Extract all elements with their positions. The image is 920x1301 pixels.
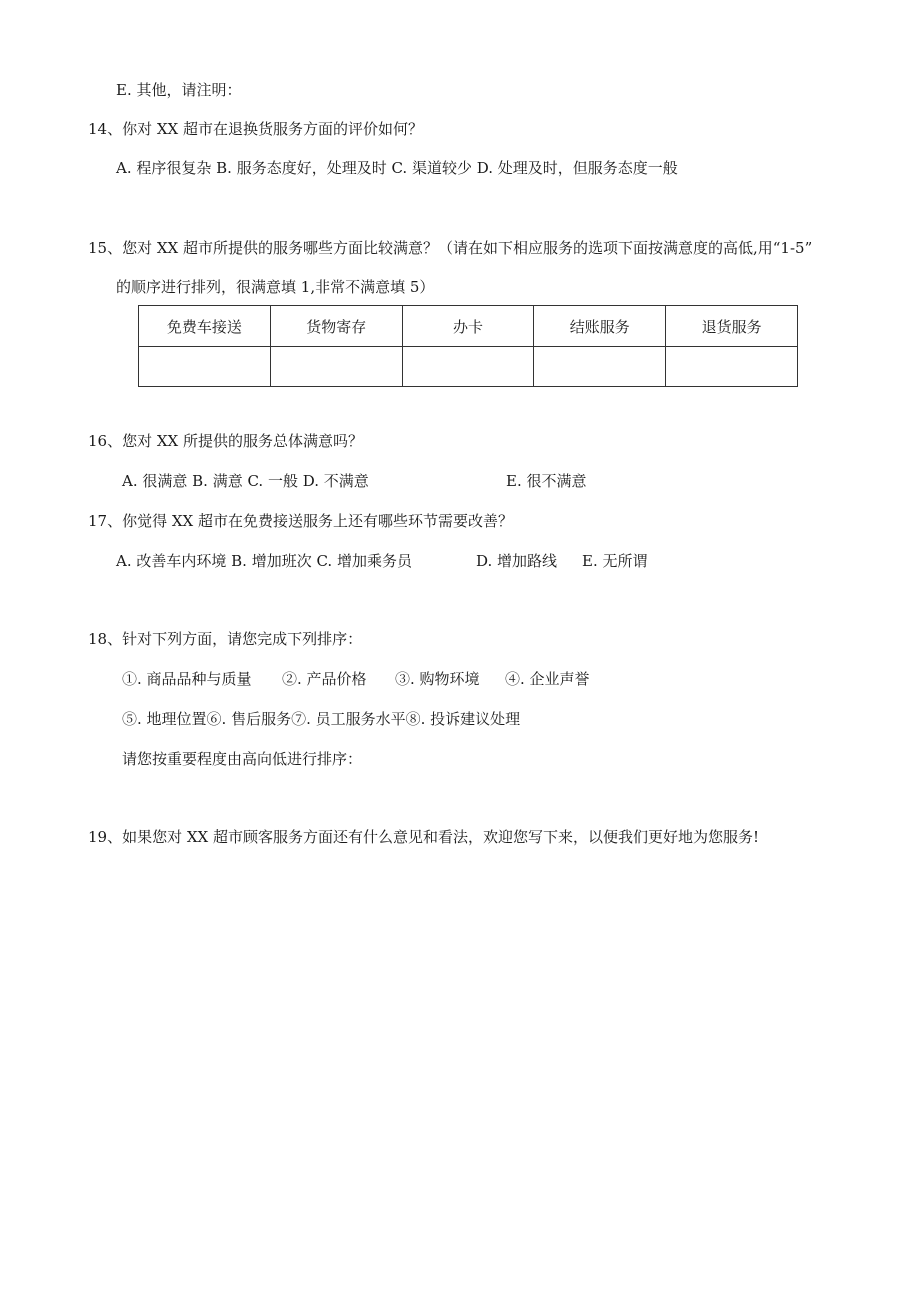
q17-option-e: E. 无所谓: [582, 552, 648, 570]
q19-question: 19、如果您对 XX 超市顾客服务方面还有什么意见和看法，欢迎您写下来，以便我们更好地为您服务!: [88, 828, 760, 846]
q18-item-4: ④. 企业声誉: [505, 670, 590, 688]
q15-header-card: 办卡: [402, 306, 534, 347]
q15-question-line2: 的顺序进行排列，很满意填 1,非常不满意填 5）: [116, 278, 435, 296]
q15-answer-return[interactable]: [666, 347, 798, 387]
q18-item-1: ①. 商品品种与质量: [122, 670, 252, 688]
q15-header-return: 退货服务: [666, 306, 798, 347]
q16-option-e: E. 很不满意: [506, 472, 587, 490]
q14-options: A. 程序很复杂 B. 服务态度好，处理及时 C. 渠道较少 D. 处理及时，但服务态度一般: [116, 159, 678, 177]
q15-answer-checkout[interactable]: [534, 347, 666, 387]
q18-question: 18、针对下列方面，请您完成下列排序：: [88, 630, 363, 648]
q18-instruction: 请您按重要程度由高向低进行排序：: [122, 750, 363, 768]
q13-option-e: E. 其他，请注明：: [116, 81, 242, 99]
q15-answer-free-shuttle[interactable]: [139, 347, 271, 387]
q18-items-line2: ⑤. 地理位置⑥. 售后服务⑦. 员工服务水平⑧. 投诉建议处理: [122, 710, 521, 728]
q16-options-abcd: A. 很满意 B. 满意 C. 一般 D. 不满意: [122, 472, 369, 490]
q14-question: 14、你对 XX 超市在退换货服务方面的评价如何？: [88, 120, 423, 138]
q15-table-answer-row: [139, 347, 798, 387]
q17-question: 17、你觉得 XX 超市在免费接送服务上还有哪些环节需要改善？: [88, 512, 513, 530]
q15-header-free-shuttle: 免费车接送: [139, 306, 271, 347]
q15-answer-card[interactable]: [402, 347, 534, 387]
q17-options-abc: A. 改善车内环境 B. 增加班次 C. 增加乘务员: [116, 552, 412, 570]
q17-option-d: D. 增加路线: [476, 552, 558, 570]
q18-item-2: ②. 产品价格: [282, 670, 367, 688]
q15-answer-storage[interactable]: [270, 347, 402, 387]
q15-header-storage: 货物寄存: [270, 306, 402, 347]
q15-table-header-row: [139, 306, 798, 347]
q15-question-line1: 15、您对 XX 超市所提供的服务哪些方面比较满意？（请在如下相应服务的选项下面按满意度的高低,用“1-5”: [88, 239, 813, 257]
q16-question: 16、您对 XX 所提供的服务总体满意吗？: [88, 432, 363, 450]
q15-header-checkout: 结账服务: [534, 306, 666, 347]
q18-item-3: ③. 购物环境: [395, 670, 480, 688]
q15-rank-table: [138, 305, 798, 387]
